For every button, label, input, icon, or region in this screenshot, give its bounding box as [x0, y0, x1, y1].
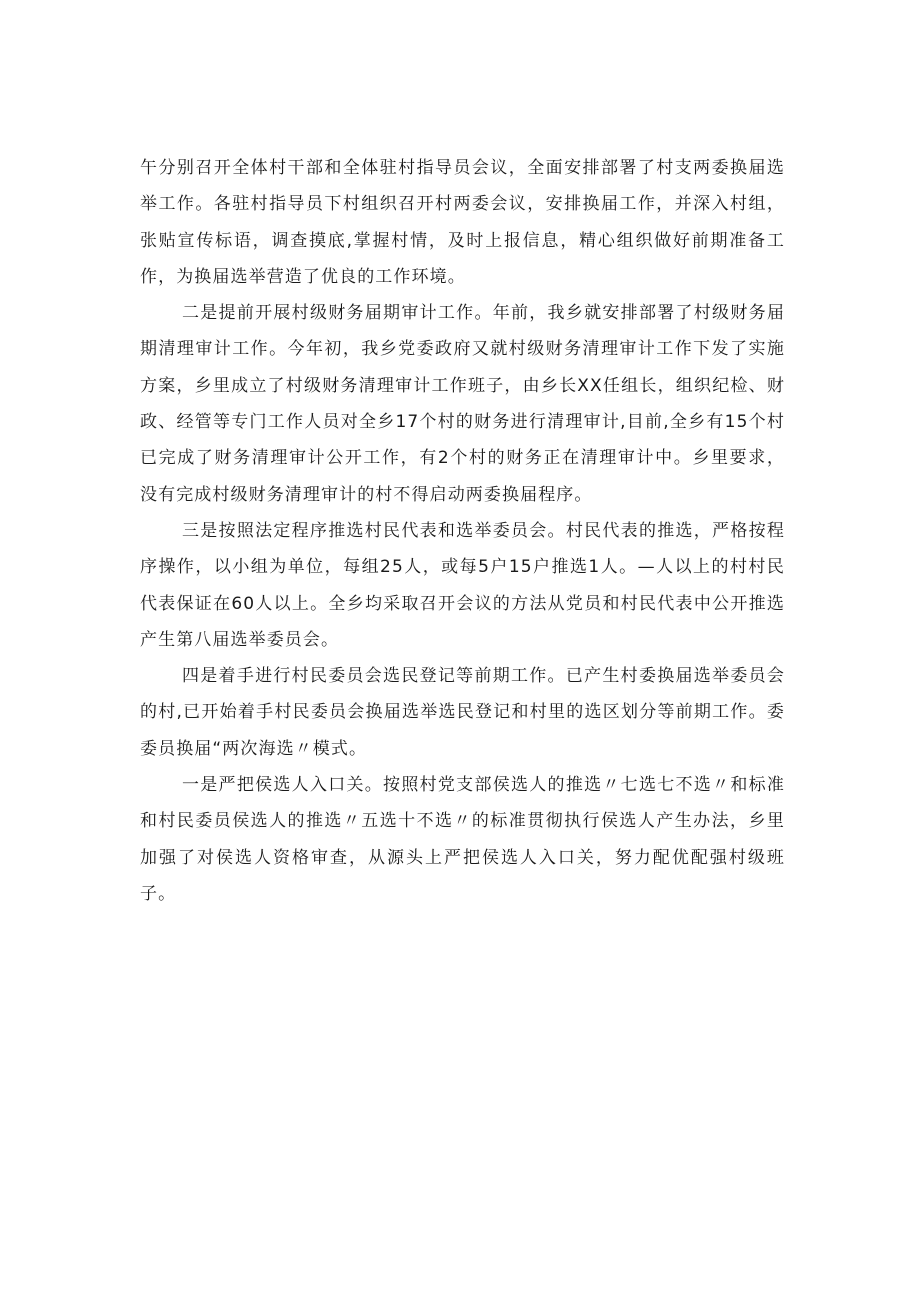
paragraph-candidate-entry: 一是严把侯选人入口关。按照村党支部侯选人的推选〃七选七不选〃和标准和村民委员侯选人的推选〃五选十不选〃的标准贯彻执行侯选人产生办法，乡里加强了对侯选人资格审查，从源头上严把侯选人入口关，努力配优配强村级班子。	[140, 775, 785, 904]
paragraph-voter-registration: 四是着手进行村民委员会选民登记等前期工作。已产生村委换届选举委员会的村,已开始着手村民委员会换届选举选民登记和村里的选区划分等前期工作。委委员换届“两次海选〃模式。	[140, 666, 785, 759]
paragraph-financial-audit: 二是提前开展村级财务届期审计工作。年前，我乡就安排部署了村级财务届期清理审计工作。今年初，我乡党委政府又就村级财务清理审计工作下发了实施方案，乡里成立了村级财务清理审计工作班子，由乡长XX任组长，组织纪检、财政、经管等专门工作人员对全乡17个村的财务进行清理审计,目前,全乡有15个村已完成了财务清理审计公开工作，有2个村的财务正在清理审计中。乡里要求，没有完成村级财务清理审计的村不得启动两委换届程序。	[140, 303, 785, 505]
paragraph-villager-representatives: 三是按照法定程序推选村民代表和选举委员会。村民代表的推选，严格按程序操作，以小组为单位，每组25人，或每5户15户推选1人。—人以上的村村民代表保证在60人以上。全乡均采取召开会议的方法从党员和村民代表中公开推选产生第八届选举委员会。	[140, 520, 785, 650]
document-body	[140, 150, 785, 912]
paragraph-continuation: 午分别召开全体村干部和全体驻村指导员会议，全面安排部署了村支两委换届选举工作。各驻村指导员下村组织召开村两委会议，安排换届工作，并深入村组，张贴宣传标语，调查摸底,掌握村情，及时上报信息，精心组织做好前期准备工作，为换届选举营造了优良的工作环境。	[140, 158, 785, 287]
